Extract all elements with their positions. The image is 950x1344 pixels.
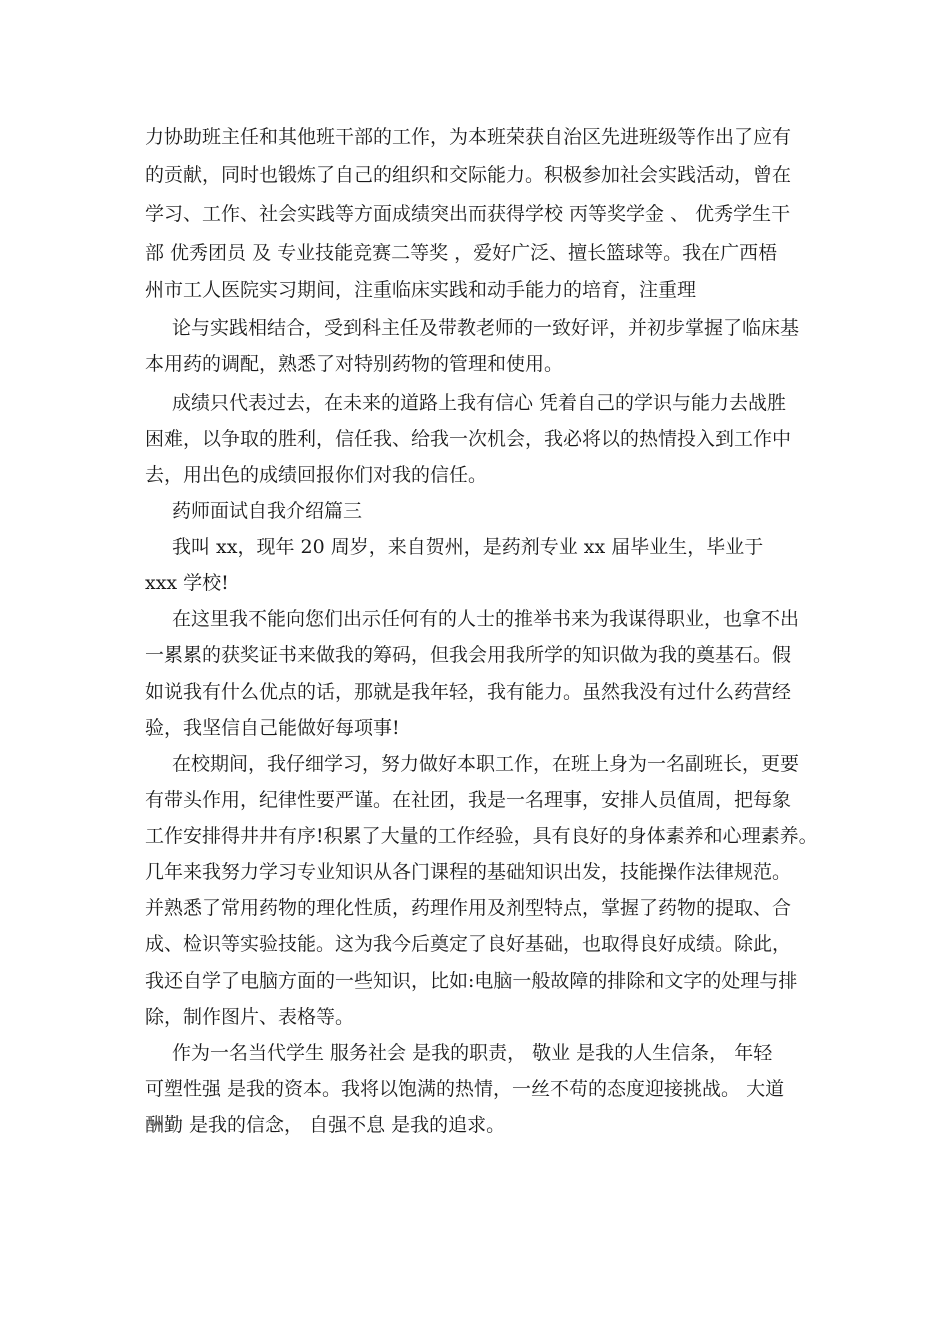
text-line: 在校期间，我仔细学习，努力做好本职工作，在班上身为一名副班长，更要 xyxy=(172,753,800,775)
text-line: 困难，以争取的胜利，信任我、给我一次机会，我必将以的热情投入到工作中 xyxy=(145,428,792,450)
text-line: 成、检识等实验技能。这为我今后奠定了良好基础，也取得良好成绩。除此， xyxy=(145,933,792,955)
text-line: 几年来我努力学习专业知识从各门课程的基础知识出发，技能操作法律规范。 xyxy=(145,861,792,883)
text-line: 验，我坚信自己能做好每项事! xyxy=(145,717,400,739)
text-line: 可塑性强 是我的资本。我将以饱满的热情，一丝不苟的态度迎接挑战。 大道 xyxy=(145,1078,785,1100)
text-line: 我还自学了电脑方面的一些知识，比如:电脑一般故障的排除和文字的处理与排 xyxy=(145,970,798,992)
text-line: 作为一名当代学生 服务社会 是我的职责， 敬业 是我的人生信条， 年轻 xyxy=(172,1042,773,1064)
text-line: 一累累的获奖证书来做我的筹码，但我会用我所学的知识做为我的奠基石。假 xyxy=(145,644,792,666)
text-line: 的贡献，同时也锻炼了自己的组织和交际能力。积极参加社会实践活动，曾在 xyxy=(145,164,792,186)
section-heading: 药师面试自我介绍篇三 xyxy=(172,500,363,522)
text-line: 成绩只代表过去，在未来的道路上我有信心 凭着自己的学识与能力去战胜 xyxy=(172,392,787,414)
text-line: 酬勤 是我的信念， 自强不息 是我的追求。 xyxy=(145,1114,506,1136)
text-line: 我叫 xx，现年 20 周岁，来自贺州，是药剂专业 xx 届毕业生，毕业于 xyxy=(172,536,764,558)
text-line: 力协助班主任和其他班干部的工作，为本班荣获自治区先进班级等作出了应有 xyxy=(145,126,792,148)
text-line: 如说我有什么优点的话，那就是我年轻，我有能力。虽然我没有过什么药营经 xyxy=(145,681,792,703)
text-line: 有带头作用，纪律性要严谨。在社团，我是一名理事，安排人员值周，把每象 xyxy=(145,789,792,811)
text-line: 部 优秀团员 及 专业技能竞赛二等奖 ，爱好广泛、擅长篮球等。我在广西梧 xyxy=(145,242,778,264)
text-line: 州市工人医院实习期间，注重临床实践和动手能力的培育，注重理 xyxy=(145,279,697,301)
text-line: 除，制作图片、表格等。 xyxy=(145,1006,355,1028)
text-line: 论与实践相结合，受到科主任及带教老师的一致好评，并初步掌握了临床基 xyxy=(172,317,800,339)
text-line: xxx 学校! xyxy=(145,572,229,594)
text-line: 在这里我不能向您们出示任何有的人士的推举书来为我谋得职业，也拿不出 xyxy=(172,608,800,630)
text-line: 并熟悉了常用药物的理化性质，药理作用及剂型特点，掌握了药物的提取、合 xyxy=(145,897,792,919)
text-line: 工作安排得井井有序!积累了大量的工作经验，具有良好的身体素养和心理素养。 xyxy=(145,825,818,847)
text-line: 去，用出色的成绩回报你们对我的信任。 xyxy=(145,464,488,486)
text-line: 本用药的调配，熟悉了对特别药物的管理和使用。 xyxy=(145,353,564,375)
text-line: 学习、工作、社会实践等方面成绩突出而获得学校 丙等奖学金 、 优秀学生干 xyxy=(145,203,791,225)
